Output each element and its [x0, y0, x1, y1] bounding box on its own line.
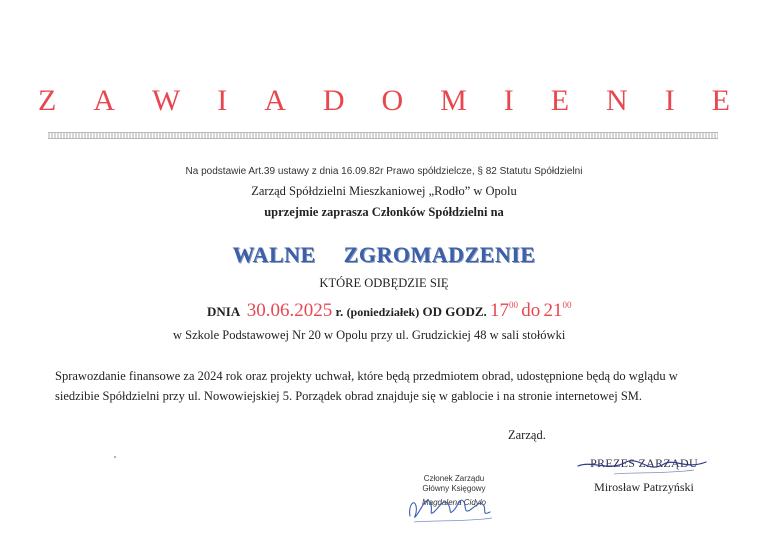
- title-letter: E: [711, 84, 730, 117]
- date-r: r.: [335, 304, 344, 319]
- notice-title: [38, 84, 730, 118]
- title-letter: A: [264, 84, 286, 117]
- title-letter: N: [606, 84, 628, 117]
- title-letter: M: [440, 84, 467, 117]
- title-divider: [48, 132, 718, 139]
- title-letter: W: [151, 84, 181, 117]
- meeting-title: WALNE ZGROMADZENIE: [232, 242, 536, 267]
- date-prefix: DNIA: [207, 304, 241, 319]
- end-minutes: 00: [562, 300, 572, 310]
- speck: [114, 456, 116, 458]
- info-paragraph: Sprawozdanie finansowe za 2024 rok oraz projekty uchwał, które będą przedmiotem obrad, udostępnione będą do wglądu w siedzibie Spółdzielni przy ul. Nowowiejskiej 5. Porządek obrad znajduje się w gablocie i na stronie internetowej SM.: [55, 369, 678, 403]
- invite-line: uprzejmie zaprasza Członków Spółdzielni na: [264, 205, 504, 219]
- venue-line: w Szkole Podstawowej Nr 20 w Opolu przy ul. Grudzickiej 48 w sali stołówki: [173, 328, 566, 342]
- stamp-title: PREZES ZARZĄDU: [590, 456, 698, 470]
- title-letter: I: [664, 84, 675, 117]
- title-letter: I: [503, 84, 514, 117]
- title-letter: A: [93, 84, 115, 117]
- until-word: do: [521, 300, 541, 321]
- stamp-name: Magdalena Cidyło: [421, 498, 487, 507]
- stamp-role-line: Główny Księgowy: [422, 484, 486, 493]
- stamp-name: Mirosław Patrzyński: [594, 480, 694, 494]
- takes-place-line: KTÓRE ODBĘDZIE SIĘ: [319, 276, 449, 290]
- date-line: [207, 300, 572, 322]
- title-letter: Z: [38, 84, 57, 117]
- title-letter: O: [381, 84, 404, 117]
- meeting-date: 30.06.2025: [246, 300, 333, 321]
- signed-by: Zarząd.: [508, 428, 546, 442]
- time-label: OD GODZ.: [422, 304, 487, 319]
- title-letter: I: [217, 84, 228, 117]
- start-hour: 17: [490, 300, 510, 321]
- legal-basis: Na podstawie Art.39 ustawy z dnia 16.09.82r Prawo spółdzielcze, § 82 Statutu Spółdzielni: [185, 166, 583, 177]
- handwritten-signature-right: [574, 452, 714, 492]
- start-minutes: 00: [509, 300, 519, 310]
- end-hour: 21: [543, 300, 563, 321]
- title-letter: D: [322, 84, 345, 117]
- title-letter: E: [550, 84, 570, 117]
- handwritten-signature-left: [404, 476, 504, 536]
- board-line: Zarząd Spółdzielni Mieszkaniowej „Rodło” w Opolu: [251, 184, 517, 198]
- stamp-role-line: Członek Zarządu: [423, 474, 485, 483]
- weekday: (poniedziałek): [346, 305, 420, 319]
